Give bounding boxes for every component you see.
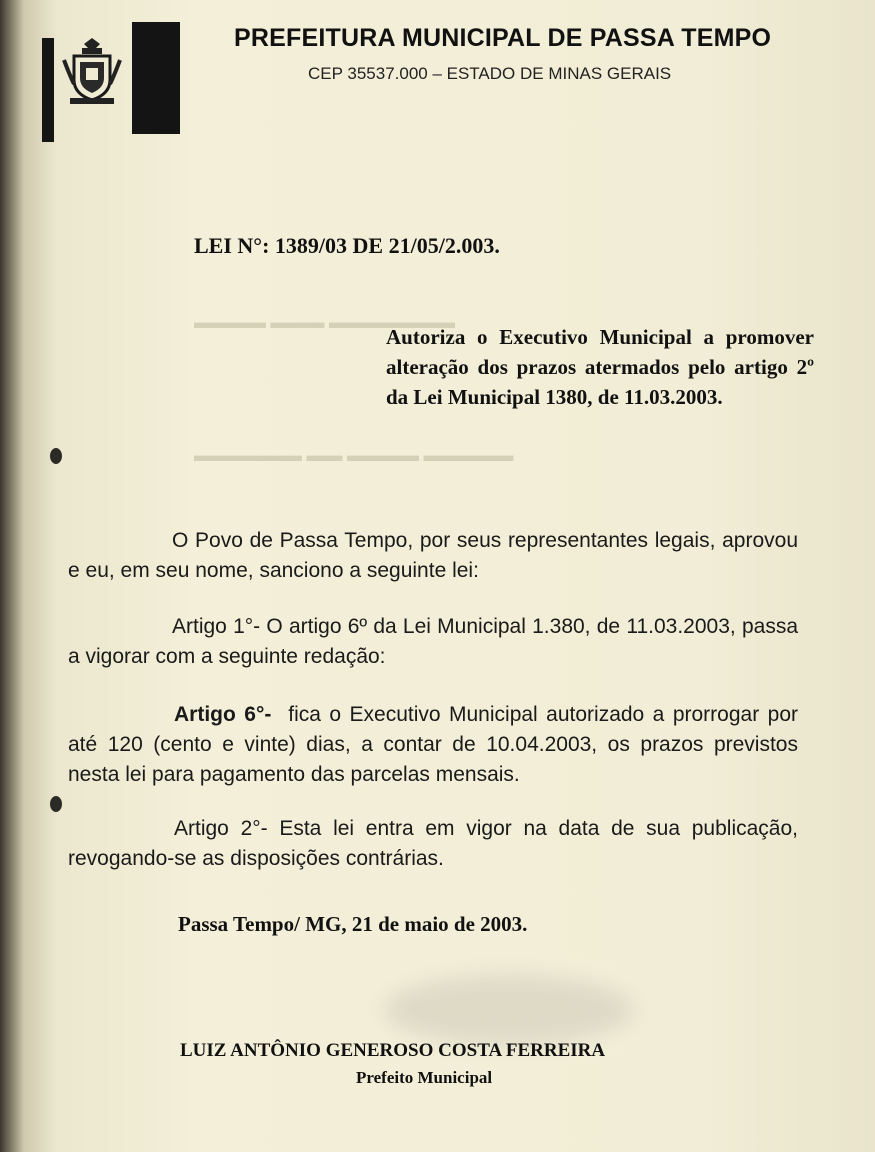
article-6-text: fica o Executivo Municipal autorizado a prorrogar por até 120 (cento e vinte) dias, a contar de 10.04.2003, os prazos previstos nesta lei para pagamento das parcelas mensais. (68, 703, 798, 786)
signer-name: LUIZ ANTÔNIO GENEROSO COSTA FERREIRA (180, 1040, 606, 1061)
preamble-paragraph (68, 526, 798, 586)
article-2-text: Artigo 2°- Esta lei entra em vigor na data de sua publicação, revogando-se as disposições contrárias. (68, 817, 798, 870)
redacted-signature (384, 975, 634, 1045)
article-2-paragraph (68, 814, 798, 874)
punch-hole (50, 448, 62, 464)
show-through-text: ▬▬▬▬▬▬ ▬▬ ▬▬▬▬ ▬▬▬▬▬ (194, 445, 514, 465)
coat-of-arms-icon (60, 36, 124, 106)
article-1-paragraph (68, 612, 798, 672)
show-through-text: ▬▬▬▬ ▬▬▬ ▬▬▬▬▬▬▬ (194, 312, 455, 332)
article-6-label: Artigo 6°- (174, 703, 272, 726)
law-number: LEI N°: 1389/03 DE 21/05/2.003. (194, 233, 500, 258)
law-ementa: Autoriza o Executivo Municipal a promover alteração dos prazos atermados pelo artigo 2º da Lei Municipal 1380, de 11.03.2003. (386, 325, 814, 409)
place-and-date: Passa Tempo/ MG, 21 de maio de 2003. (178, 912, 528, 936)
header-black-bar-left (42, 38, 54, 142)
signer-role: Prefeito Municipal (356, 1068, 493, 1087)
article-6-paragraph (68, 700, 798, 790)
binding-spine (0, 0, 24, 1152)
header-black-bar-right (132, 22, 180, 134)
document-page (24, 0, 875, 1152)
header-title: PREFEITURA MUNICIPAL DE PASSA TEMPO (234, 24, 772, 52)
preamble-text: O Povo de Passa Tempo, por seus representantes legais, aprovou e eu, em seu nome, sanciono a seguinte lei: (68, 529, 798, 582)
article-1-text: Artigo 1°- O artigo 6º da Lei Municipal 1.380, de 11.03.2003, passa a vigorar com a seguinte redação: (68, 615, 798, 668)
header-subtitle: CEP 35537.000 – ESTADO DE MINAS GERAIS (308, 64, 672, 83)
punch-hole (50, 796, 62, 812)
